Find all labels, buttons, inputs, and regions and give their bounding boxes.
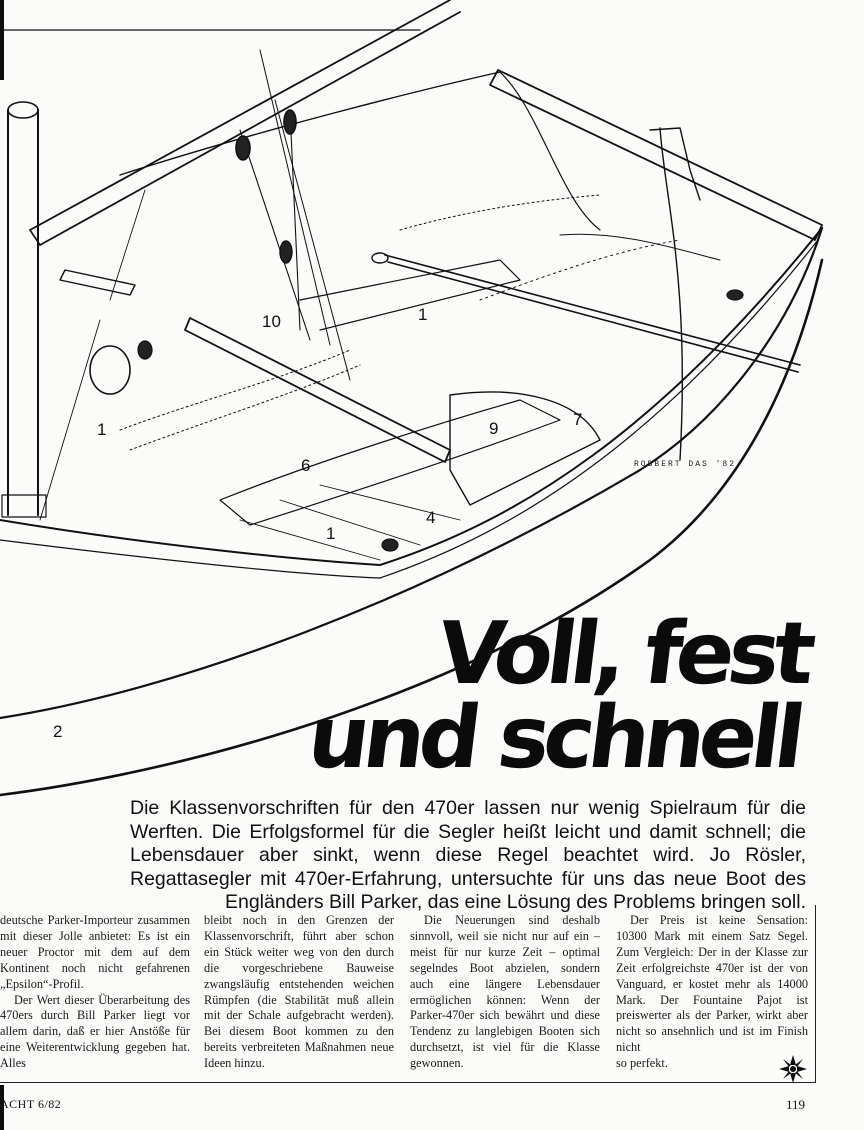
callout-1a: 1 <box>418 305 428 324</box>
lede-paragraph: Die Klassenvorschriften für den 470er lassen nur wenig Spielraum für die Werften. Die Erfolgsformel für die Segler heißt leicht und damit schnell; die Lebensdauer aber sinkt, wenn diese Regel beachtet wird. Jo Rösler, Regattasegler mit 470er-Erfahrung, untersuchte für uns das neue Boot des Engländers Bill Parker, das eine Lösung des Problems bringen soll. <box>130 797 806 913</box>
headline <box>302 604 816 788</box>
artist-signature: ROBBERT DAS '82 <box>634 460 737 469</box>
magazine-issue: ACHT 6/82 <box>0 1097 62 1111</box>
page-edge <box>0 0 4 80</box>
headline-line-2: und schnell <box>302 688 805 788</box>
callout-7: 7 <box>573 410 583 429</box>
paragraph: so perfekt. <box>616 1056 668 1071</box>
callout-2: 2 <box>53 722 63 741</box>
deck-edge <box>490 70 822 240</box>
thwart <box>185 318 450 462</box>
callout-4: 4 <box>426 508 436 527</box>
paragraph: deutsche Parker-Importeur zusammen mit dieser Jolle anbietet: Es ist ein neuer Proctor mit dem auf dem Kontinent noch nicht gefahrenen „Epsilon“-Profil. <box>0 913 190 991</box>
headline-line-1: Voll, fest <box>432 604 816 704</box>
callout-1b: 1 <box>97 420 107 439</box>
tiller <box>385 255 800 372</box>
column-2 <box>204 913 394 1072</box>
mast <box>8 110 38 515</box>
callout-10: 10 <box>262 312 281 331</box>
column-4 <box>616 913 808 1072</box>
paragraph: Die Neuerungen sind deshalb sinnvoll, weil sie nicht nur auf ein – meist für nur kurze Zeit – optimal segelndes Boot abzielen, sondern auch eine längere Lebensdauer ermöglichen können: Wenn der Parker-470er sich bewährt und diese Tendenz zu langlebigen Booten sich durchsetzt, ist viel für die Klasse gewonnen. <box>410 913 600 1071</box>
column-3 <box>410 913 600 1072</box>
column-rule <box>815 905 816 1083</box>
footer-rule <box>0 1082 816 1083</box>
callout-6: 6 <box>301 456 311 475</box>
boom <box>30 0 460 245</box>
callout-9: 9 <box>489 419 499 438</box>
paragraph: Der Preis ist keine Sensation: 10300 Mark mit einem Satz Segel. Zum Vergleich: Der in der Klasse zur Zeit erfolgreichste 470er ist der von Vanguard, er kostet mehr als 14000 Mark. Der Fountaine Pajot ist preiswerter als der Parker, wirkt aber nicht so ansehnlich und ist im Finish nicht <box>616 913 808 1055</box>
callout-1c: 1 <box>326 524 336 543</box>
page-number: 119 <box>786 1097 806 1112</box>
paragraph: Der Wert dieser Überarbeitung des 470ers durch Bill Parker liegt vor allem darin, daß er hier Anstöße für eine Weiterentwicklung gegeben hat. Alles <box>0 992 190 1071</box>
column-1 <box>0 913 190 1072</box>
paragraph: bleibt noch in den Grenzen der Klassenvorschrift, führt aber schon ein Stück weiter weg von den durch die vorgeschriebene Bauweise zwangsläufig entstehenden weichen Rümpfen (die Stabilität muß allein mit der Schale aufgebracht werden). Bei diesem Boot kommen zu den bereits verbreiteten Maßnahmen neue Ideen hinzu. <box>204 913 394 1071</box>
end-mark-icon <box>778 1054 808 1084</box>
